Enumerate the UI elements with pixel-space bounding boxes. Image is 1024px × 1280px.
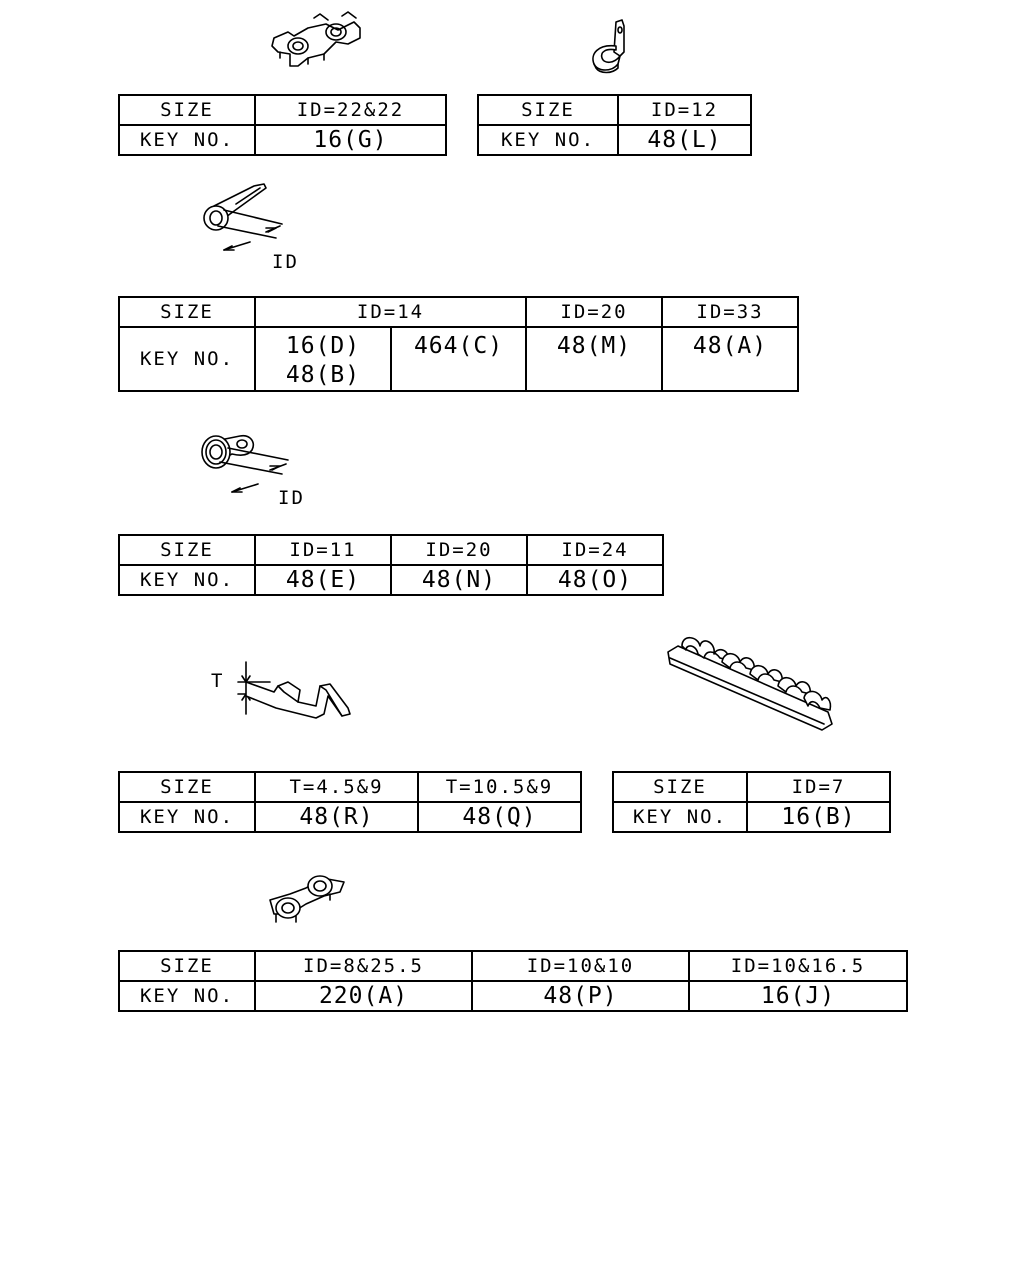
size-value: ID=11: [255, 535, 391, 565]
size-value: ID=24: [527, 535, 663, 565]
size-value: T=4.5&9: [255, 772, 418, 802]
size-value: T=10.5&9: [418, 772, 581, 802]
size-value: ID=10&16.5: [689, 951, 907, 981]
key-no-value: 464(C): [413, 333, 504, 359]
key-no-value: 48(O): [527, 565, 663, 595]
key-no-label: KEY NO.: [119, 565, 255, 595]
t-dimension-label: T: [211, 670, 225, 692]
key-no-cell: [255, 327, 391, 391]
key-no-cell: [662, 327, 798, 391]
key-no-label: KEY NO.: [119, 802, 255, 832]
key-no-value: 16(J): [689, 981, 907, 1011]
key-no-label: KEY NO.: [119, 125, 255, 155]
size-value: ID=14: [255, 297, 526, 327]
size-key-table-5: [118, 771, 582, 833]
key-no-value: 48(A): [692, 333, 768, 359]
size-value: ID=33: [662, 297, 798, 327]
size-key-table-6: [612, 771, 891, 833]
size-label: SIZE: [119, 297, 255, 327]
size-key-table-3: [118, 296, 799, 392]
key-no-cell: [526, 327, 662, 391]
key-no-value: 48(N): [391, 565, 527, 595]
key-no-label: KEY NO.: [613, 802, 747, 832]
size-label: SIZE: [119, 772, 255, 802]
key-no-cell: [391, 327, 526, 391]
twin-ring-clamp-icon: [266, 870, 350, 926]
size-value: ID=8&25.5: [255, 951, 472, 981]
key-no-value: 48(L): [618, 125, 751, 155]
key-no-label: KEY NO.: [478, 125, 618, 155]
key-no-value: 16(B): [747, 802, 890, 832]
size-label: SIZE: [119, 951, 255, 981]
key-no-value: 16(G): [255, 125, 446, 155]
bracket-clip-icon: [230, 656, 360, 730]
key-no-value: 48(R): [255, 802, 418, 832]
multi-clip-rail-icon: [664, 632, 836, 736]
size-value: ID=20: [526, 297, 662, 327]
size-value: ID=22&22: [255, 95, 446, 125]
size-label: SIZE: [478, 95, 618, 125]
key-no-value: 16(D): [285, 333, 361, 359]
id-dimension-label: ID: [272, 251, 299, 273]
size-key-table-1: [118, 94, 447, 156]
size-value: ID=10&10: [472, 951, 689, 981]
size-key-table-7: [118, 950, 908, 1012]
size-label: SIZE: [613, 772, 747, 802]
size-label: SIZE: [119, 95, 255, 125]
key-no-label: KEY NO.: [119, 327, 255, 391]
size-key-table-2: [477, 94, 752, 156]
double-clamp-icon: [268, 8, 368, 72]
key-no-value: 48(Q): [418, 802, 581, 832]
size-label: SIZE: [119, 535, 255, 565]
id-dimension-label: ID: [278, 487, 305, 509]
size-value: ID=12: [618, 95, 751, 125]
key-no-value: 48(P): [472, 981, 689, 1011]
p-clip-icon: [586, 16, 638, 76]
key-no-label: KEY NO.: [119, 981, 255, 1011]
size-value: ID=20: [391, 535, 527, 565]
key-no-value: 48(E): [255, 565, 391, 595]
size-value: ID=7: [747, 772, 890, 802]
key-no-value: 220(A): [255, 981, 472, 1011]
key-no-value: 48(M): [556, 333, 632, 359]
key-no-value: 48(B): [285, 362, 361, 388]
size-key-table-4: [118, 534, 664, 596]
